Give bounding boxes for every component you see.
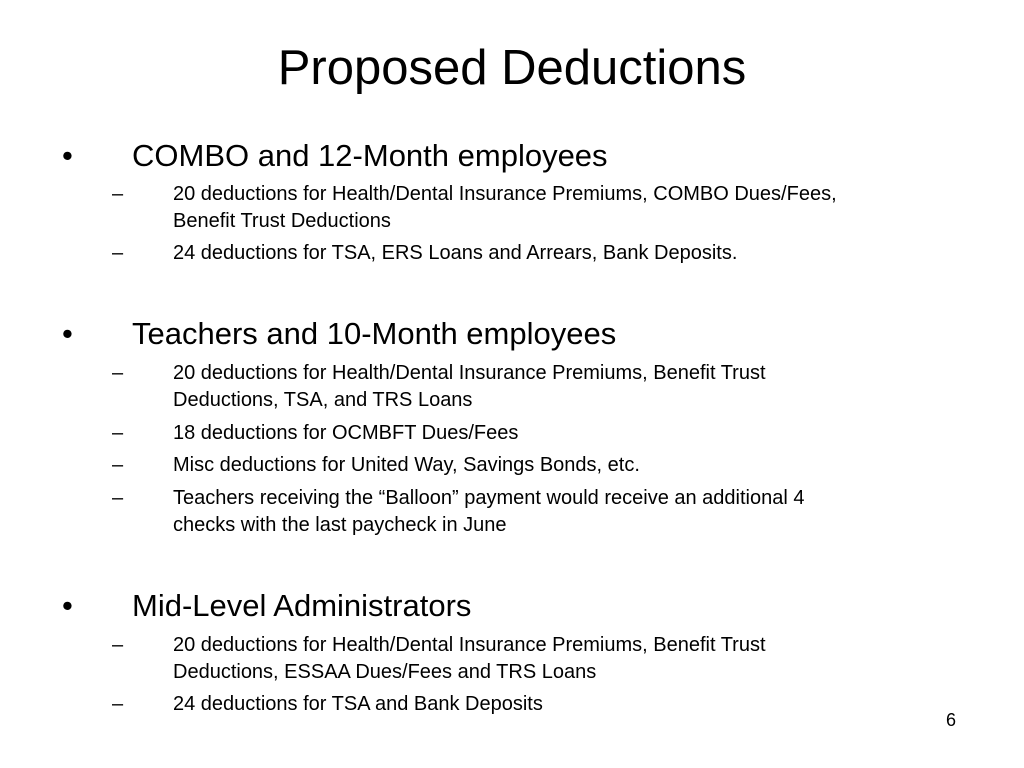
bullet-heading: COMBO and 12-Month employees: [132, 138, 608, 173]
bullet-heading: Mid-Level Administrators: [132, 588, 472, 623]
sub-bullet-line: Deductions, TSA, and TRS Loans: [173, 389, 473, 411]
bullet-mark: •: [62, 316, 73, 351]
slide-title: Proposed Deductions: [277, 41, 747, 95]
sub-bullet-text: [173, 181, 933, 235]
dash-mark: –: [112, 634, 124, 656]
dash-mark: –: [112, 362, 124, 384]
dash-mark: –: [112, 693, 124, 715]
sub-bullet-text: [173, 632, 933, 686]
dash-mark: –: [112, 454, 124, 476]
sub-bullet-line: Benefit Trust Deductions: [173, 210, 391, 232]
sub-bullet-line: 18 deductions for OCMBFT Dues/Fees: [173, 422, 519, 444]
dash-mark: –: [112, 183, 124, 205]
page-number: 6: [946, 710, 957, 730]
sub-bullet-line: checks with the last paycheck in June: [173, 514, 507, 536]
dash-mark: –: [112, 422, 124, 444]
sub-bullet-line: Teachers receiving the “Balloon” payment would receive an additional 4: [173, 487, 805, 509]
sub-bullet-line: 24 deductions for TSA, ERS Loans and Arrears, Bank Deposits.: [173, 242, 738, 264]
sub-bullet-line: Misc deductions for United Way, Savings Bonds, etc.: [173, 454, 640, 476]
sub-bullet-line: Deductions, ESSAA Dues/Fees and TRS Loans: [173, 661, 597, 683]
bullet-heading: Teachers and 10-Month employees: [132, 316, 617, 351]
dash-mark: –: [112, 242, 124, 264]
sub-bullet-text: [173, 485, 933, 539]
sub-bullet-line: 24 deductions for TSA and Bank Deposits: [173, 693, 543, 715]
dash-mark: –: [112, 487, 124, 509]
sub-bullet-line: 20 deductions for Health/Dental Insurance Premiums, Benefit Trust: [173, 362, 766, 384]
bullet-mark: •: [62, 588, 73, 623]
sub-bullet-text: [173, 360, 933, 414]
sub-bullet-line: 20 deductions for Health/Dental Insurance Premiums, Benefit Trust: [173, 634, 766, 656]
bullet-mark: •: [62, 138, 73, 173]
sub-bullet-line: 20 deductions for Health/Dental Insurance Premiums, COMBO Dues/Fees,: [173, 183, 837, 205]
